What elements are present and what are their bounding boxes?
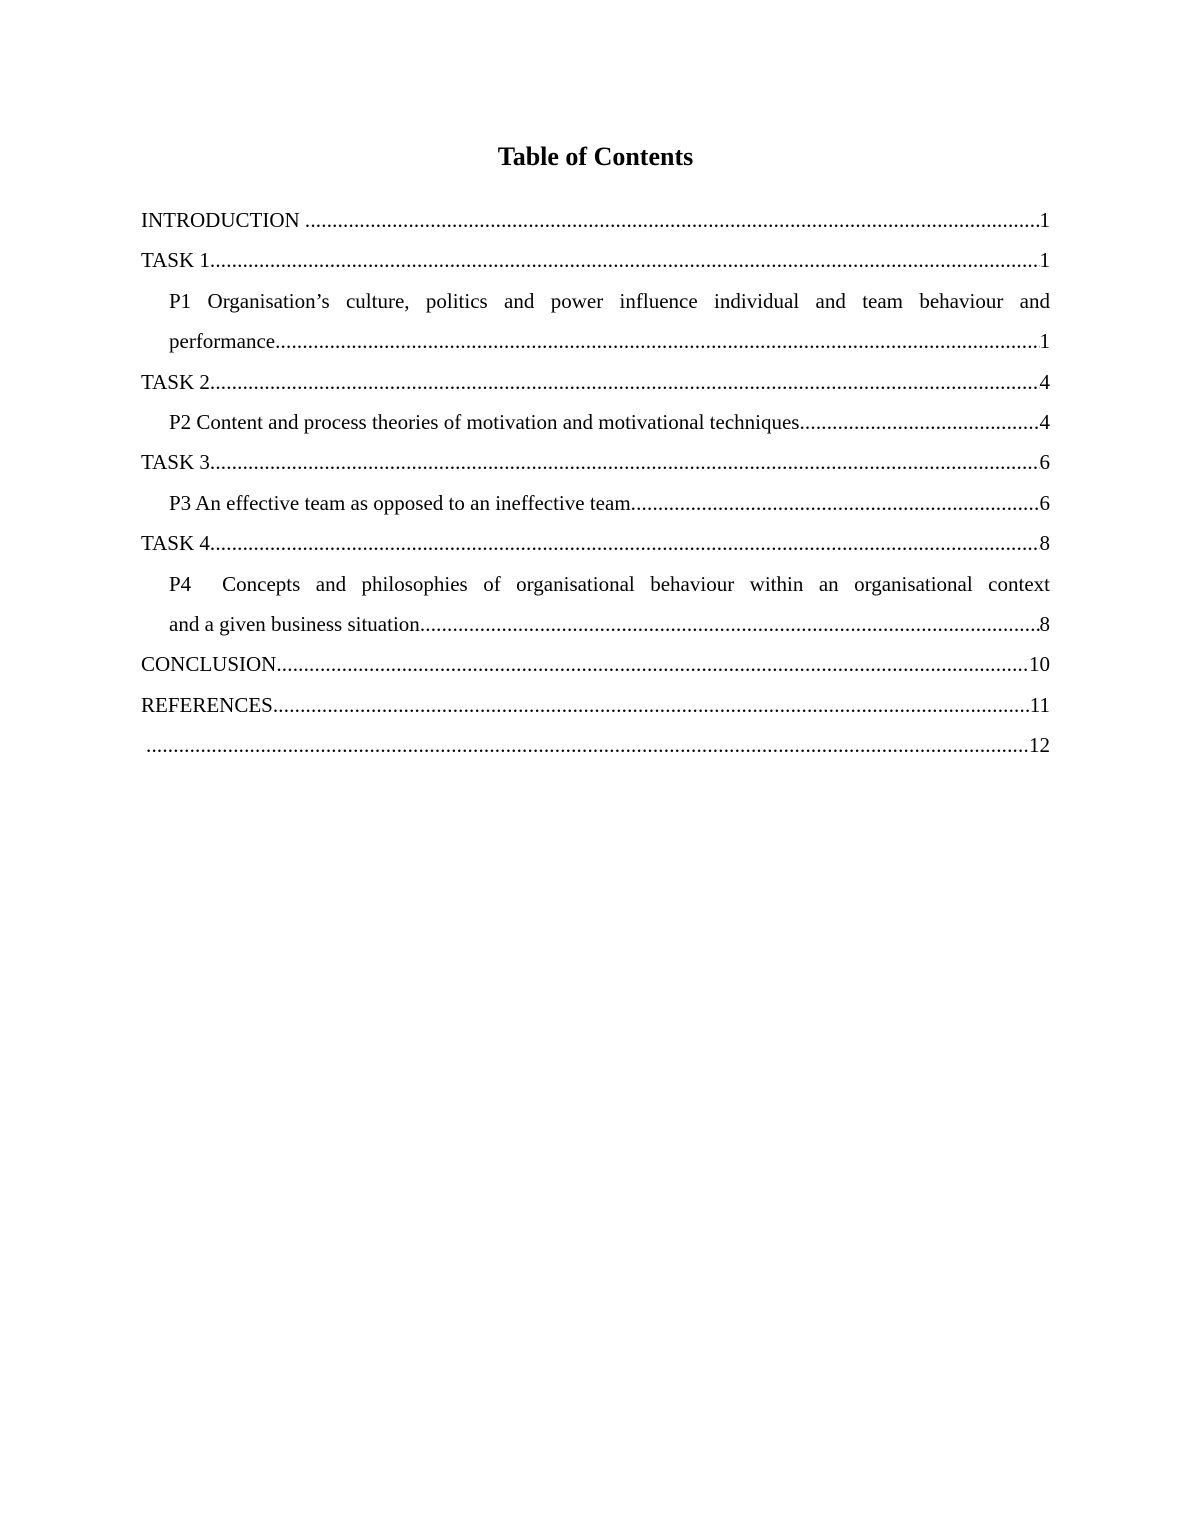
toc-entry-task-3[interactable]	[141, 442, 1050, 482]
toc-entry-label: TASK 3	[141, 450, 210, 475]
toc-page-number: 10	[1029, 652, 1050, 677]
toc-entry-task-1[interactable]	[141, 240, 1050, 280]
toc-entry-label: P3 An effective team as opposed to an ineffective team	[169, 490, 631, 515]
dot-leader	[276, 644, 1029, 684]
toc-entry-task-2[interactable]	[141, 362, 1050, 402]
dot-leader	[210, 442, 1040, 482]
toc-entry-references[interactable]	[141, 685, 1050, 725]
toc-page-number: 4	[1039, 410, 1050, 435]
document-page	[141, 138, 1050, 766]
toc-entry-p1[interactable]	[141, 281, 1050, 362]
toc-page-number: 6	[1039, 490, 1050, 515]
toc-entry-label: REFERENCES	[141, 692, 273, 717]
toc-page-number: 11	[1029, 692, 1050, 717]
toc-entry-task-4[interactable]	[141, 523, 1050, 563]
toc-list	[141, 200, 1050, 766]
toc-entry-p2[interactable]	[141, 402, 1050, 442]
dot-leader	[631, 483, 1040, 523]
toc-entry-untitled[interactable]	[141, 725, 1050, 765]
dot-leader	[799, 402, 1039, 442]
dot-leader	[210, 362, 1040, 402]
dot-leader	[305, 200, 1040, 240]
toc-page-number: 1	[1039, 208, 1050, 232]
toc-page-number: 8	[1039, 531, 1050, 556]
dot-leader	[420, 604, 1040, 644]
toc-page-number: 1	[1039, 329, 1050, 354]
toc-page-number: 4	[1039, 369, 1050, 394]
dot-leader	[146, 725, 1029, 765]
toc-entry-p4[interactable]	[141, 564, 1050, 645]
toc-entry-label: TASK 1	[141, 248, 210, 273]
toc-entry-label-line-1: P4 Concepts and philosophies of organisational behaviour within an organisational context	[169, 571, 1050, 596]
page-title: Table of Contents	[497, 142, 694, 171]
dot-leader	[273, 685, 1030, 725]
toc-page-number: 1	[1039, 248, 1050, 273]
toc-entry-conclusion[interactable]	[141, 644, 1050, 684]
dot-leader	[210, 523, 1040, 563]
toc-entry-label-line-1: P1 Organisation’s culture, politics and power influence individual and team behaviour and	[169, 288, 1050, 313]
toc-entry-introduction[interactable]	[141, 200, 1050, 240]
dot-leader	[275, 321, 1039, 361]
toc-entry-label: performance	[169, 329, 276, 354]
toc-entry-label: TASK 4	[141, 531, 210, 556]
toc-entry-label: and a given business situation	[169, 612, 420, 637]
dot-leader	[210, 240, 1040, 280]
toc-page-number: 8	[1039, 612, 1050, 637]
toc-entry-label: INTRODUCTION	[141, 208, 305, 232]
toc-entry-p3[interactable]	[141, 483, 1050, 523]
toc-entry-label: P2 Content and process theories of motivation and motivational techniques	[169, 410, 800, 435]
toc-page-number: 12	[1029, 733, 1050, 758]
toc-entry-label: TASK 2	[141, 369, 210, 394]
toc-entry-label: CONCLUSION	[141, 652, 277, 677]
toc-page-number: 6	[1039, 450, 1050, 475]
